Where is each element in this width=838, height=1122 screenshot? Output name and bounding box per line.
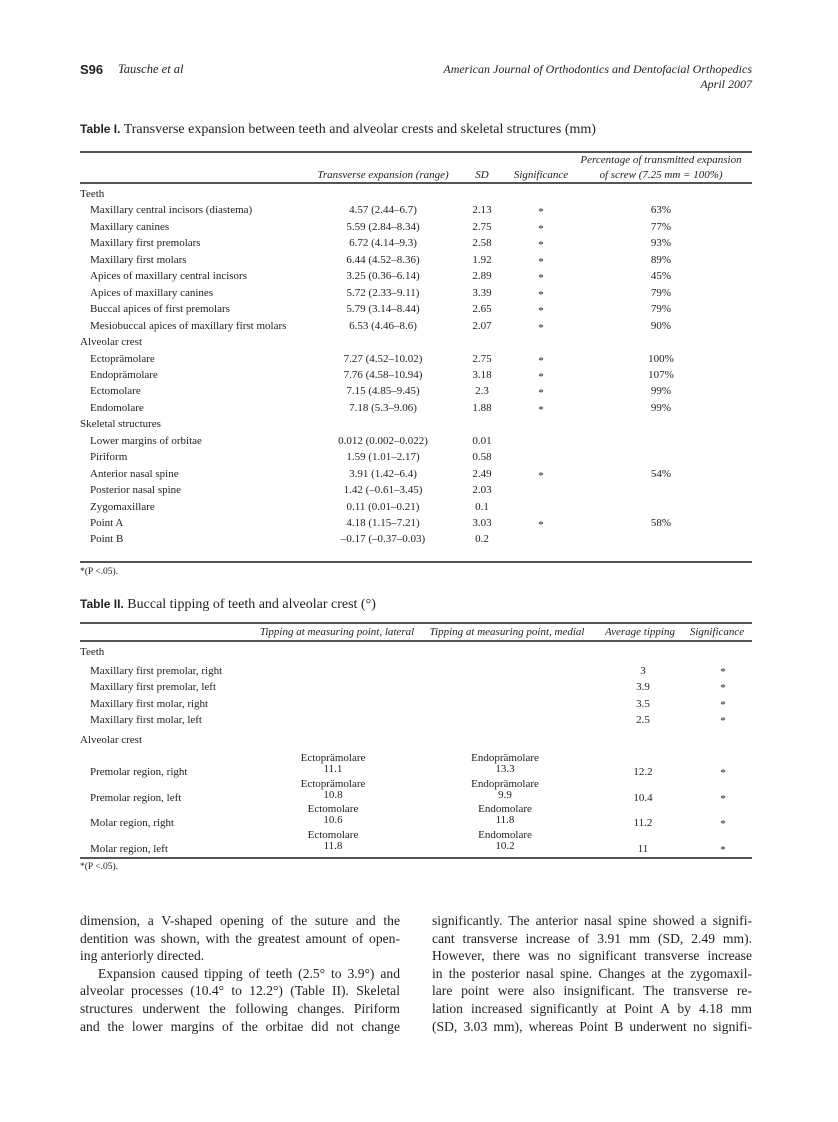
row-label: Posterior nasal spine [90, 484, 182, 497]
average-tipping: 12.2 [633, 766, 653, 778]
medial-point-name: Endoprämolare [471, 752, 539, 764]
significance-mark: * [538, 387, 544, 400]
table2-header-rule [80, 640, 752, 642]
body-text-line: dentition was shown, with the greatest amount of open- [80, 930, 400, 946]
medial-point-name: Endomolare [478, 803, 532, 815]
average-tipping: 10.4 [633, 791, 653, 804]
percentage-value: 90% [650, 319, 672, 332]
expansion-range: 7.15 (4.85–9.45) [346, 385, 420, 398]
row-label: Premolar region, left [90, 791, 182, 804]
body-text-line: Expansion caused tipping of teeth (2.5° to 3.9°) and [98, 965, 400, 981]
medial-tipping: 9.9 [498, 788, 512, 801]
table2-label: Table II. [80, 597, 124, 611]
average-tipping: 3.9 [636, 681, 650, 694]
body-column-left [80, 912, 400, 1035]
lateral-point-name: Ectoprämolare [300, 752, 366, 764]
table2-caption [80, 597, 376, 613]
table1-bottom-rule [80, 561, 752, 563]
running-journal [443, 62, 752, 92]
group-label: Alveolar crest [80, 734, 142, 746]
sd-value: 1.88 [472, 401, 492, 414]
body-text-line: ing anteriorly directed. [80, 948, 205, 964]
body-text-line: structures underwent the following changes. Piriform [80, 1000, 400, 1016]
row-label: Maxillary first premolar, right [90, 665, 223, 677]
average-tipping: 3.5 [636, 697, 650, 710]
medial-point-name: Endomolare [478, 828, 532, 841]
t1-col-pct1: Percentage of transmitted expansion [580, 154, 742, 166]
sd-value: 3.39 [472, 286, 492, 299]
row-label: Mesiobuccal apices of maxillary first molars [90, 319, 287, 332]
significance-mark: * [538, 321, 544, 334]
percentage-value: 77% [650, 220, 672, 233]
expansion-range: 4.18 (1.15–7.21) [346, 517, 420, 529]
row-label: Maxillary first molar, left [90, 713, 202, 726]
row-label: Maxillary canines [90, 220, 170, 233]
row-label: Ectomolare [90, 385, 141, 398]
body-text-line: in the posterior nasal spine. Changes at the zygomaxil- [432, 965, 752, 981]
sd-value: 2.65 [472, 303, 492, 316]
expansion-range: 4.57 (2.44–6.7) [349, 204, 417, 217]
expansion-range: 6.53 (4.46–8.6) [349, 319, 417, 332]
significance-mark: * [538, 370, 544, 383]
significance-mark: * [720, 682, 726, 695]
percentage-value: 63% [650, 204, 672, 217]
body-text-line: lare point were also insignificant. The transverse re- [432, 983, 752, 999]
sd-value: 1.92 [472, 253, 492, 266]
sd-value: 0.01 [472, 434, 492, 447]
t2-col-average: Average tipping [605, 626, 675, 638]
lateral-point-name: Ectomolare [307, 828, 359, 841]
average-tipping: 2.5 [636, 713, 650, 726]
row-label: Point A [90, 517, 124, 529]
t1-col-sd: SD [475, 169, 489, 181]
t1-col-sig: Significance [513, 169, 569, 181]
lateral-tipping: 10.6 [323, 814, 343, 826]
row-label: Endomolare [90, 401, 144, 414]
body-text-line: dimension, a V-shaped opening of the suture and the [80, 913, 400, 928]
table2-top-rule [80, 622, 752, 624]
average-tipping: 3 [640, 665, 646, 677]
percentage-value: 58% [650, 517, 672, 529]
expansion-range: 3.25 (0.36–6.14) [346, 270, 420, 283]
expansion-range: –0.17 (–0.37–0.03) [340, 533, 426, 546]
journal-name: American Journal of Orthodontics and Dentofacial Orthopedics [443, 62, 752, 76]
t2-col-sig: Significance [689, 626, 745, 638]
row-label: Apices of maxillary central incisors [90, 270, 248, 283]
expansion-range: 7.76 (4.58–10.94) [343, 368, 423, 381]
body-text-line: significantly. The anterior nasal spine showed a signifi- [432, 913, 752, 928]
percentage-value: 100% [648, 352, 674, 365]
row-label: Molar region, right [90, 817, 175, 829]
percentage-value: 45% [650, 270, 672, 283]
sd-value: 2.89 [472, 270, 492, 283]
sd-value: 3.03 [472, 517, 492, 529]
group-label: Alveolar crest [80, 336, 142, 349]
expansion-range: 1.59 (1.01–2.17) [346, 451, 420, 464]
table1-footnote: *(P <.05). [80, 567, 118, 577]
t2-col-lateral: Tipping at measuring point, lateral [259, 626, 415, 638]
sd-value: 2.3 [475, 385, 489, 398]
table2-bottom-rule [80, 857, 752, 859]
significance-mark: * [720, 792, 726, 805]
sd-value: 2.03 [472, 484, 492, 497]
sd-value: 3.18 [472, 368, 492, 381]
row-label: Maxillary central incisors (diastema) [90, 204, 253, 217]
sd-value: 2.75 [472, 352, 492, 365]
row-label: Piriform [90, 451, 128, 464]
body-text-line: lation increased significantly at Point A by 4.18 mm [432, 1000, 752, 1016]
lateral-point-name: Ectomolare [307, 803, 359, 815]
row-label: Lower margins of orbitae [90, 434, 202, 447]
significance-mark: * [538, 288, 544, 301]
body-text-line: and the lower margins of the orbitae did not change [80, 1018, 400, 1034]
table2-footnote: *(P <.05). [80, 862, 118, 872]
expansion-range: 5.72 (2.33–9.11) [346, 286, 420, 299]
significance-mark: * [720, 767, 726, 779]
significance-mark: * [720, 714, 726, 727]
sd-value: 2.49 [472, 467, 492, 480]
significance-mark: * [538, 469, 544, 482]
average-tipping: 11 [637, 842, 649, 855]
percentage-value: 99% [650, 401, 672, 414]
percentage-value: 99% [650, 385, 672, 398]
sd-value: 2.58 [472, 237, 492, 250]
issue-date: April 2007 [700, 77, 752, 91]
row-label: Maxillary first premolar, left [90, 681, 217, 694]
significance-mark: * [538, 519, 544, 531]
page-number: S96 [80, 62, 104, 77]
row-label: Molar region, left [90, 842, 168, 855]
expansion-range: 6.72 (4.14–9.3) [349, 237, 417, 250]
significance-mark: * [720, 698, 726, 711]
expansion-range: 1.42 (–0.61–3.45) [343, 484, 423, 497]
expansion-range: 5.79 (3.14–8.44) [346, 303, 420, 316]
expansion-range: 0.012 (0.002–0.022) [338, 434, 428, 447]
medial-tipping: 13.3 [495, 763, 515, 775]
significance-mark: * [720, 818, 726, 830]
significance-mark: * [538, 272, 544, 285]
row-label: Apices of maxillary canines [90, 286, 214, 299]
t1-col-range: Transverse expansion (range) [317, 169, 449, 181]
expansion-range: 0.11 (0.01–0.21) [346, 500, 420, 513]
body-text-line: However, there was no significant transverse increase [432, 948, 752, 964]
table1-header-rule [80, 182, 752, 184]
medial-tipping: 10.2 [495, 839, 515, 852]
table1-caption [80, 122, 596, 138]
expansion-range: 6.44 (4.52–8.36) [346, 253, 420, 266]
percentage-value: 79% [650, 286, 672, 299]
sd-value: 2.75 [472, 220, 492, 233]
row-label: Zygomaxillare [90, 500, 155, 513]
row-label: Point B [90, 533, 124, 546]
row-label: Premolar region, right [90, 766, 188, 778]
group-label: Teeth [80, 188, 105, 200]
percentage-value: 93% [650, 237, 672, 250]
running-authors: Tausche et al [118, 62, 184, 76]
t1-col-pct2: of screw (7.25 mm = 100%) [599, 169, 723, 181]
percentage-value: 107% [648, 368, 674, 381]
sd-value: 0.1 [475, 500, 489, 513]
expansion-range: 7.27 (4.52–10.02) [343, 352, 423, 365]
lateral-tipping: 11.1 [323, 763, 343, 775]
expansion-range: 3.91 (1.42–6.4) [349, 467, 417, 480]
lateral-point-name: Ectoprämolare [300, 777, 366, 790]
significance-mark: * [720, 843, 726, 856]
significance-mark: * [538, 305, 544, 318]
significance-mark: * [720, 666, 726, 678]
sd-value: 2.13 [472, 204, 492, 217]
average-tipping: 11.2 [633, 817, 653, 829]
expansion-range: 7.18 (5.3–9.06) [349, 401, 417, 414]
lateral-tipping: 11.8 [323, 839, 343, 852]
percentage-value: 54% [650, 467, 672, 480]
row-label: Maxillary first molars [90, 253, 187, 266]
group-label: Teeth [80, 646, 105, 658]
medial-point-name: Endoprämolare [471, 777, 539, 790]
significance-mark: * [538, 354, 544, 367]
group-label: Skeletal structures [80, 418, 161, 431]
body-text-line: alveolar processes (10.4° to 12.2°) (Table II). Skeletal [80, 983, 400, 999]
row-label: Buccal apices of first premolars [90, 303, 230, 316]
sd-value: 0.2 [475, 533, 489, 546]
body-text-line: (SD, 3.03 mm), whereas Point B underwent no signifi- [432, 1018, 752, 1034]
row-label: Endoprämolare [90, 368, 158, 381]
expansion-range: 5.59 (2.84–8.34) [346, 220, 420, 233]
significance-mark: * [538, 239, 544, 252]
body-column-right [432, 912, 752, 1035]
sd-value: 0.58 [472, 451, 492, 464]
row-label: Maxillary first premolars [90, 237, 201, 250]
t2-col-medial: Tipping at measuring point, medial [429, 626, 585, 638]
significance-mark: * [538, 222, 544, 235]
medial-tipping: 11.8 [495, 814, 515, 826]
significance-mark: * [538, 206, 544, 219]
percentage-value: 89% [650, 253, 672, 266]
row-label: Ectoprämolare [90, 352, 155, 365]
significance-mark: * [538, 255, 544, 268]
table2-title: Buccal tipping of teeth and alveolar crest (°) [127, 597, 376, 612]
percentage-value: 79% [650, 303, 672, 316]
row-label: Maxillary first molar, right [90, 697, 209, 710]
row-label: Anterior nasal spine [90, 467, 179, 480]
table1-label: Table I. [80, 122, 121, 136]
table1-title: Transverse expansion between teeth and alveolar crests and skeletal structures (mm) [123, 122, 596, 137]
significance-mark: * [538, 403, 544, 416]
body-text-line: cant transverse increase of 3.91 mm (SD, 2.49 mm). [432, 930, 752, 946]
lateral-tipping: 10.8 [323, 788, 343, 801]
sd-value: 2.07 [472, 319, 492, 332]
